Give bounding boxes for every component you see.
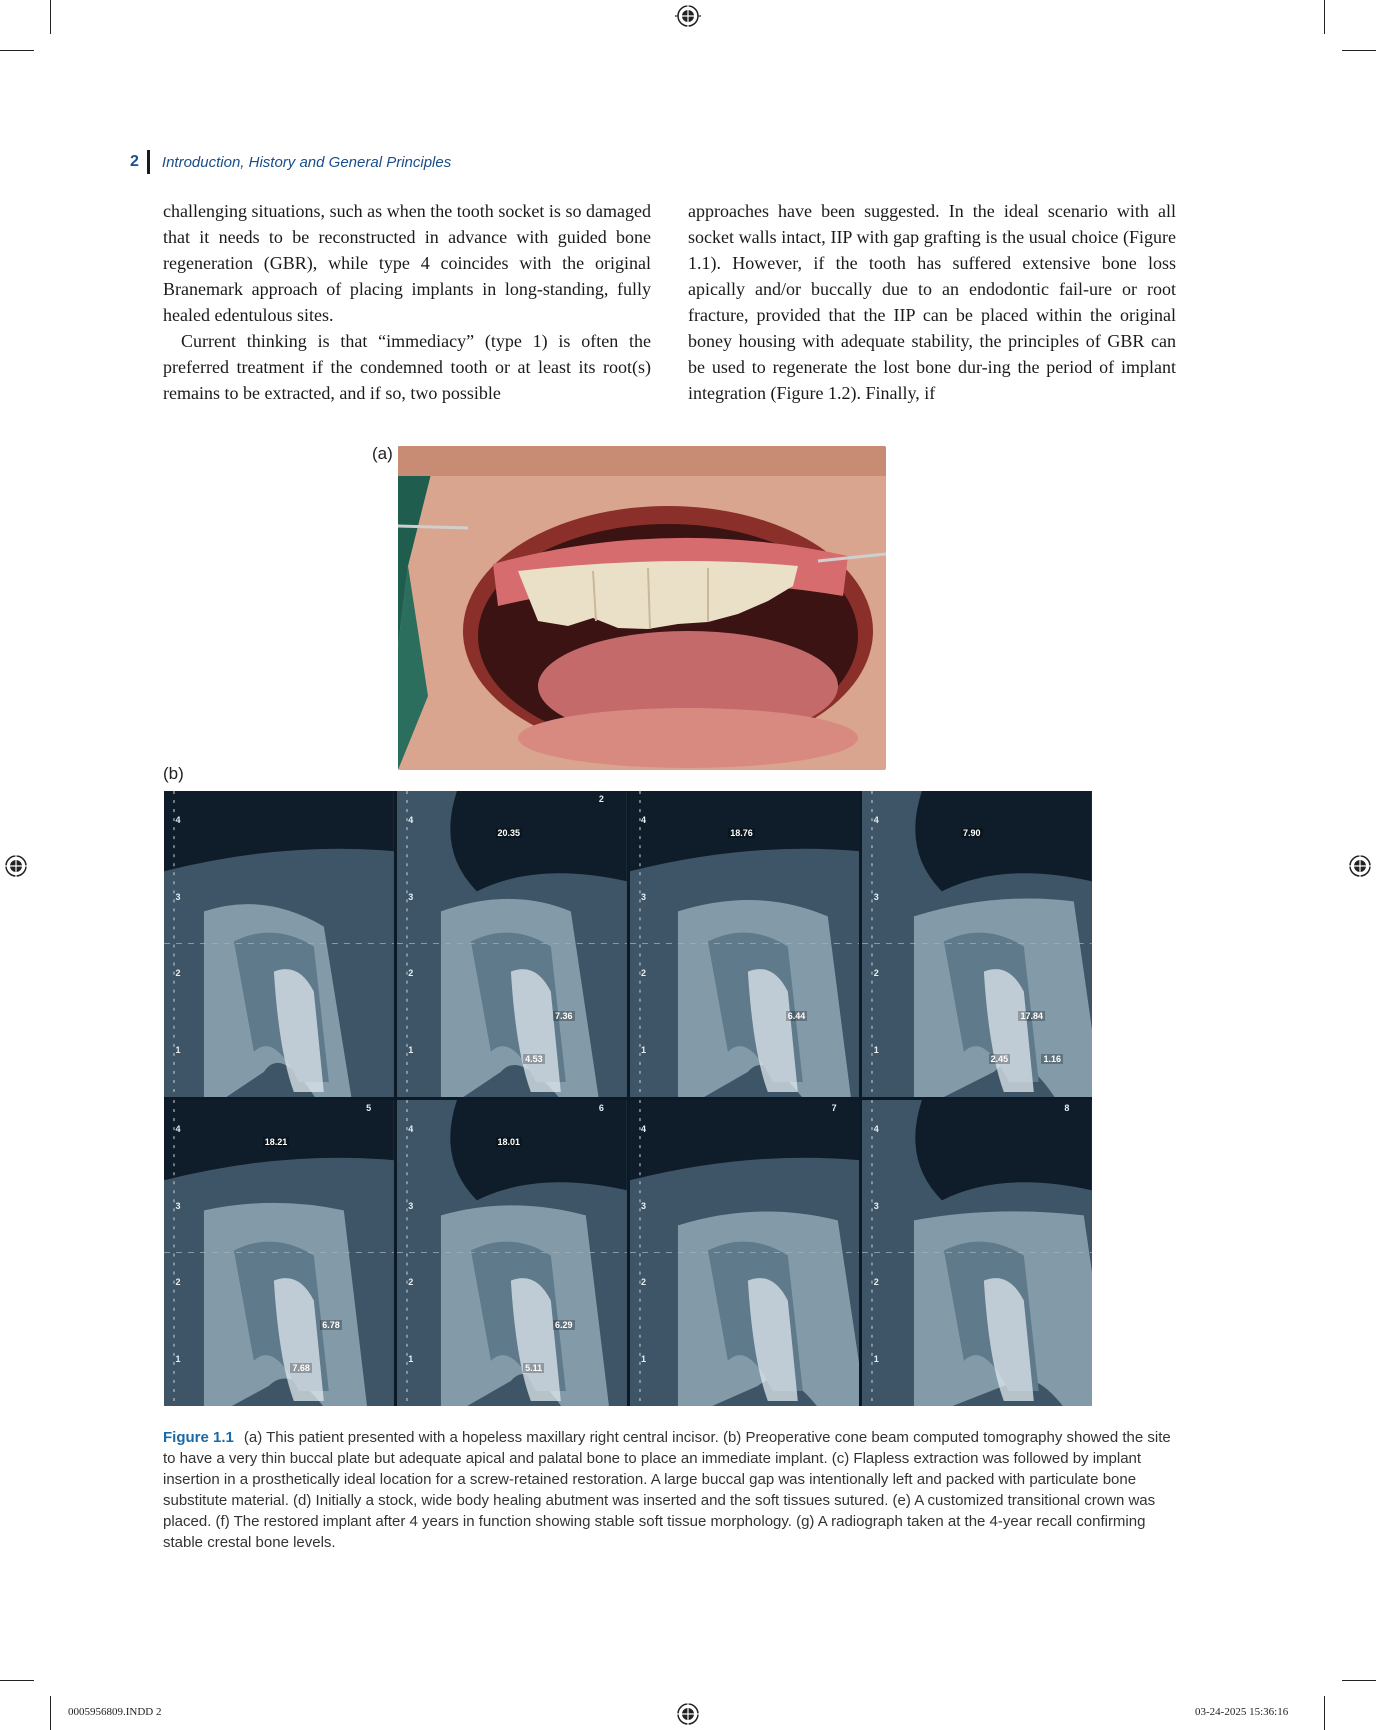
- figure-label: Figure 1.1: [163, 1429, 234, 1446]
- cbct-scale-label: 3: [640, 1200, 646, 1211]
- cbct-measurement-label: 7.90: [963, 827, 981, 838]
- registration-mark-icon: [675, 1701, 701, 1727]
- crop-mark: [50, 1696, 51, 1730]
- running-head-rule: [147, 150, 150, 174]
- cbct-scale-label: 4: [408, 1124, 414, 1135]
- cbct-scale-label: 4: [873, 815, 879, 826]
- slug-file: 0005956809.INDD 2: [68, 1706, 162, 1718]
- registration-mark-icon: [1347, 853, 1373, 879]
- cbct-scale-label: 4: [175, 815, 181, 826]
- cbct-panel: [397, 1100, 627, 1406]
- body-column-right: [688, 198, 1176, 406]
- cbct-scale-label: 2: [598, 794, 604, 805]
- cbct-scale-label: 8: [1064, 1103, 1070, 1114]
- cbct-scale-label: 1: [640, 1353, 646, 1364]
- cbct-scan-image: [630, 1100, 860, 1406]
- cbct-scale-label: 1: [640, 1044, 646, 1055]
- cbct-scale-label: 1: [175, 1353, 181, 1364]
- cbct-measurement-label: 6.44: [787, 1011, 806, 1022]
- cbct-scale-label: 5: [366, 1103, 372, 1114]
- running-head: [130, 150, 451, 174]
- cbct-scale-label: 2: [873, 1277, 879, 1288]
- cbct-scale-label: 2: [640, 1277, 646, 1288]
- body-paragraph: challenging situations, such as when the tooth socket is so damaged that it needs to be reconstructed in advance with guided bone regeneration (GBR), while type 4 coincides with the original Branemark approach of placing implants in long-standing, fully healed edentulous sites.: [163, 201, 651, 325]
- body-column-left: [163, 198, 651, 406]
- crop-mark: [0, 1680, 34, 1681]
- cbct-scale-label: 2: [873, 968, 879, 979]
- cbct-panel: [164, 1100, 394, 1406]
- cbct-scale-label: 4: [175, 1124, 181, 1135]
- cbct-scale-label: 4: [408, 815, 414, 826]
- cbct-measurement-label: 2.45: [990, 1054, 1009, 1065]
- body-paragraph: approaches have been suggested. In the ideal scenario with all socket walls intact, IIP with gap grafting is the usual choice (Figure 1.1). However, if the tooth has suffered extensive bone loss apically and/or buccally due to an endodontic fail-ure or root fracture, provided that the IIP can be placed within the original boney housing with adequate stability, the principles of GBR can be used to regenerate the lost bone dur-ing the period of implant integration (Figure 1.2). Finally, if: [688, 201, 1176, 403]
- cbct-scale-label: 4: [640, 1124, 646, 1135]
- cbct-scale-label: 1: [175, 1044, 181, 1055]
- cbct-scale-label: 3: [640, 891, 646, 902]
- cbct-scan-image: [164, 791, 394, 1097]
- cbct-scale-label: 3: [408, 891, 414, 902]
- cbct-scale-label: 4: [873, 1124, 879, 1135]
- registration-mark-icon: [3, 853, 29, 879]
- slug-timestamp: 03-24-2025 15:36:16: [1195, 1706, 1289, 1718]
- chapter-title: Introduction, History and General Principles: [161, 153, 452, 171]
- cbct-scale-label: 1: [873, 1353, 879, 1364]
- cbct-panel: [164, 791, 394, 1097]
- crop-mark: [1324, 0, 1325, 34]
- cbct-measurement-label: 4.53: [525, 1054, 543, 1065]
- panel-b-label: (b): [163, 764, 184, 783]
- cbct-scale-label: 1: [408, 1353, 414, 1364]
- cbct-scale-label: 7: [831, 1103, 837, 1114]
- crop-mark: [1342, 50, 1376, 51]
- cbct-scale-label: 1: [873, 1044, 879, 1055]
- cbct-scale-label: 2: [175, 968, 181, 979]
- cbct-scale-label: 2: [408, 968, 414, 979]
- cbct-measurement-label: 20.35: [497, 827, 521, 838]
- cbct-scan-image: [862, 1100, 1092, 1406]
- cbct-image-grid: [164, 791, 1092, 1406]
- cbct-scale-label: 2: [640, 968, 646, 979]
- cbct-measurement-label: 5.11: [525, 1363, 543, 1374]
- cbct-measurement-label: 18.21: [264, 1136, 288, 1147]
- figure-caption: [163, 1427, 1178, 1553]
- caption-text: (a) This patient presented with a hopeless maxillary right central incisor. (b) Preoperative cone beam computed tomography showed the site to have a very thin buccal plate but adequate apical and palatal bone to place an immediate implant. (c) Flapless extraction was followed by implant insertion in a prosthetically ideal location for a screw-retained restoration. A large buccal gap was intentionally left and packed with particulate bone substitute material. (d) Initially a stock, wide body healing abutment was inserted and the soft tissues sutured. (e) A customized transitional crown was placed. (f) The restored implant after 4 years in function showing stable soft tissue morphology. (g) A radiograph taken at the 4-year recall confirming stable crestal bone levels.: [163, 1429, 1171, 1551]
- cbct-panel: [397, 791, 627, 1097]
- cbct-measurement-label: 7.36: [554, 1011, 573, 1022]
- cbct-scale-label: 6: [598, 1103, 604, 1114]
- crop-mark: [1324, 1696, 1325, 1730]
- cbct-measurement-label: 18.76: [730, 827, 753, 838]
- cbct-panel: [862, 791, 1092, 1097]
- cbct-scale-label: 4: [640, 815, 646, 826]
- clinical-photo: [398, 446, 886, 770]
- cbct-scale-label: 3: [873, 891, 879, 902]
- crop-mark: [0, 50, 34, 51]
- cbct-scale-label: 3: [873, 1200, 879, 1211]
- cbct-scale-label: 3: [175, 891, 181, 902]
- cbct-measurement-label: 6.78: [322, 1320, 340, 1331]
- cbct-measurement-label: 1.16: [1043, 1054, 1061, 1065]
- cbct-measurement-label: 18.01: [497, 1136, 521, 1147]
- crop-mark: [50, 0, 51, 34]
- cbct-scale-label: 2: [408, 1277, 414, 1288]
- page-number: 2: [130, 153, 139, 170]
- cbct-scale-label: 2: [175, 1277, 181, 1288]
- cbct-scale-label: 1: [408, 1044, 414, 1055]
- cbct-panel: [630, 1100, 860, 1406]
- cbct-measurement-label: 17.84: [1020, 1011, 1043, 1022]
- panel-a-label: (a): [372, 444, 393, 463]
- crop-mark: [1342, 1680, 1376, 1681]
- registration-mark-icon: [675, 3, 701, 29]
- cbct-measurement-label: 6.29: [554, 1320, 573, 1331]
- cbct-scale-label: 3: [175, 1200, 181, 1211]
- cbct-panel: [630, 791, 860, 1097]
- cbct-measurement-label: 7.68: [292, 1363, 310, 1374]
- cbct-panel: [862, 1100, 1092, 1406]
- body-paragraph: Current thinking is that “immediacy” (type 1) is often the preferred treatment if the condemned tooth or at least its root(s) remains to be extracted, and if so, two possible: [163, 331, 651, 403]
- cbct-scale-label: 3: [408, 1200, 414, 1211]
